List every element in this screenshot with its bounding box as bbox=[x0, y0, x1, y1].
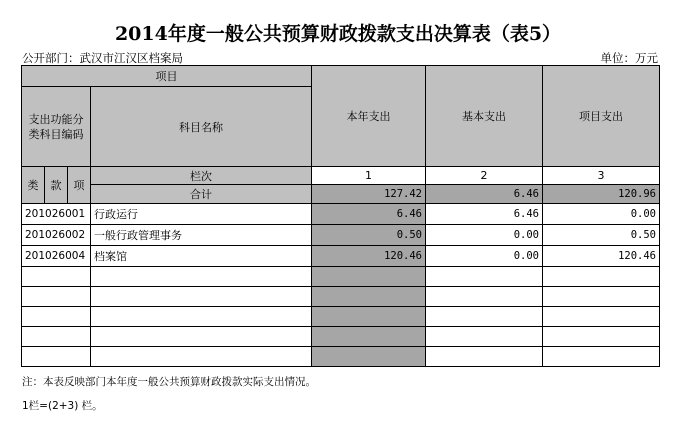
table-row bbox=[22, 204, 660, 225]
row-code: 201026002 bbox=[22, 225, 91, 246]
empty-row bbox=[22, 307, 660, 327]
department-label: 公开部门：武汉市江汉区档案局 bbox=[22, 51, 183, 65]
header-subject-name: 科目名称 bbox=[91, 87, 312, 167]
unit-label: 单位：万元 bbox=[600, 51, 658, 65]
header-kuan: 款 bbox=[45, 167, 68, 204]
total-label: 合计 bbox=[91, 185, 312, 204]
total-project: 120.96 bbox=[543, 185, 660, 204]
row-basic: 0.00 bbox=[426, 225, 543, 246]
header-function-code: 支出功能分类科目编码 bbox=[22, 87, 91, 167]
row-basic: 6.46 bbox=[426, 204, 543, 225]
empty-row bbox=[22, 287, 660, 307]
row-code: 201026001 bbox=[22, 204, 91, 225]
row-project: 120.46 bbox=[543, 246, 660, 267]
total-year: 127.42 bbox=[312, 185, 426, 204]
note-line-2: 1栏=(2+3) 栏。 bbox=[22, 400, 103, 412]
empty-row bbox=[22, 267, 660, 287]
row-year: 0.50 bbox=[312, 225, 426, 246]
header-lanci: 栏次 bbox=[91, 167, 312, 185]
header-basic-expenditure: 基本支出 bbox=[426, 66, 543, 167]
header-item: 项目 bbox=[22, 66, 312, 87]
header-lei: 类 bbox=[22, 167, 45, 204]
row-project: 0.50 bbox=[543, 225, 660, 246]
column-number-1: 1 bbox=[312, 167, 426, 185]
row-year: 6.46 bbox=[312, 204, 426, 225]
empty-row bbox=[22, 327, 660, 347]
row-name: 行政运行 bbox=[91, 204, 312, 225]
row-name: 档案馆 bbox=[91, 246, 312, 267]
expenditure-table bbox=[21, 65, 660, 367]
header-project-expenditure: 项目支出 bbox=[543, 66, 660, 167]
row-name: 一般行政管理事务 bbox=[91, 225, 312, 246]
table-row bbox=[22, 225, 660, 246]
empty-row bbox=[22, 347, 660, 367]
table-row bbox=[22, 246, 660, 267]
column-number-3: 3 bbox=[543, 167, 660, 185]
row-project: 0.00 bbox=[543, 204, 660, 225]
total-row bbox=[22, 185, 660, 204]
row-basic: 0.00 bbox=[426, 246, 543, 267]
total-basic: 6.46 bbox=[426, 185, 543, 204]
header-xiang: 项 bbox=[68, 167, 91, 204]
row-year: 120.46 bbox=[312, 246, 426, 267]
row-code: 201026004 bbox=[22, 246, 91, 267]
note-line-1: 注：本表反映部门本年度一般公共预算财政拨款实际支出情况。 bbox=[22, 376, 316, 388]
report-title: 2014年度一般公共预算财政拨款支出决算表（表5） bbox=[114, 23, 562, 45]
header-year-expenditure: 本年支出 bbox=[312, 66, 426, 167]
column-number-2: 2 bbox=[426, 167, 543, 185]
